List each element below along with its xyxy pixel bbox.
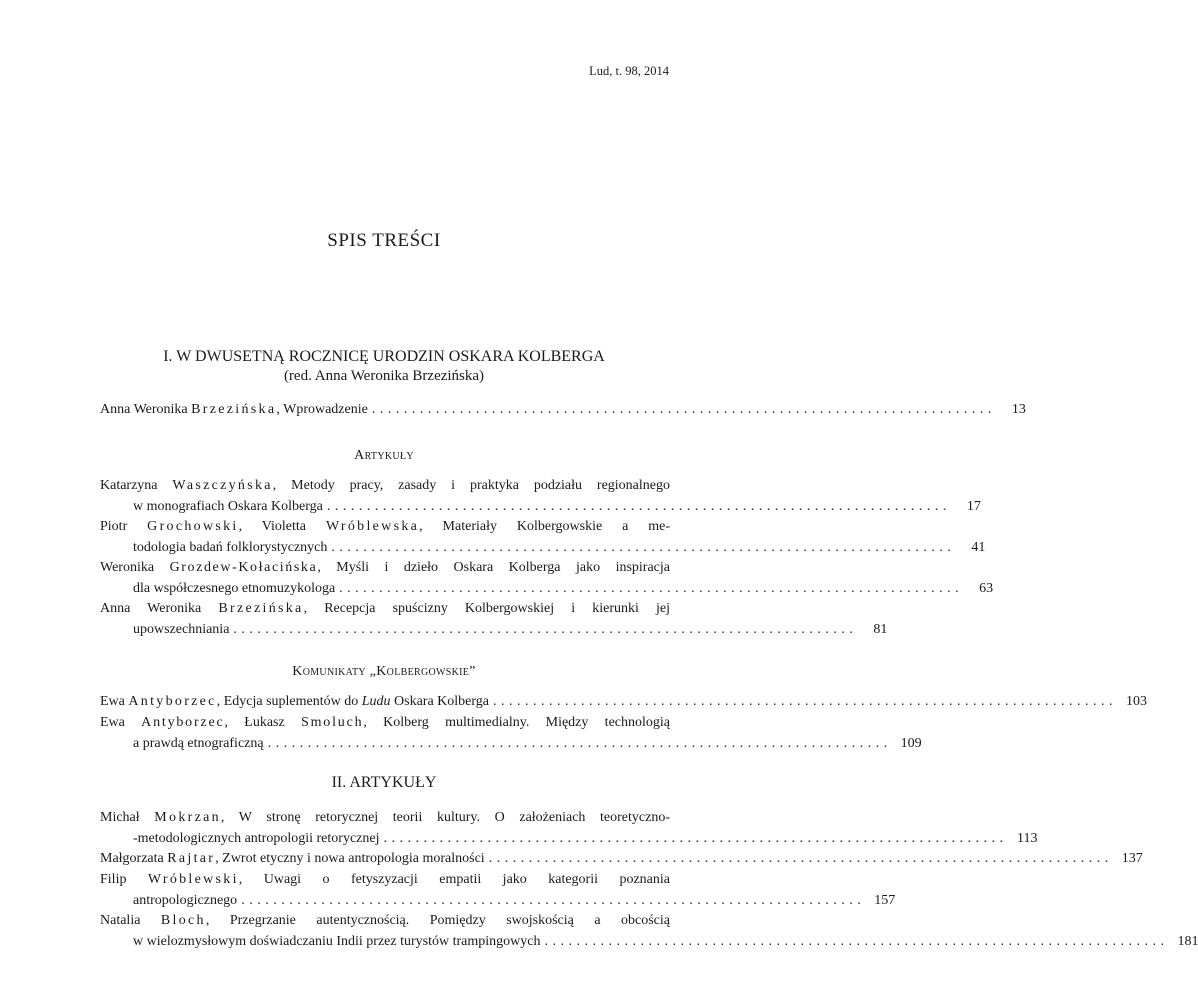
- dot-leader: ..............................................................................: [339, 580, 964, 596]
- page-number: 81: [873, 621, 888, 637]
- dot-leader: ..............................................................................: [233, 621, 858, 637]
- toc-entry[interactable]: Filip Wróblewski, Uwagi o fetyszyzacji empatii jako kategorii poznania antropologicznego .............................................................................. 157: [100, 870, 670, 911]
- dot-leader: ..............................................................................: [383, 830, 1008, 846]
- page-number: 13: [1011, 402, 1026, 417]
- page-number: 181: [1177, 933, 1198, 949]
- toc-entry[interactable]: Michał Mokrzan, W stronę retorycznej teorii kultury. O założeniach teoretyczno- -metodologicznych antropologii retorycznej .............................................................................. 113: [100, 808, 670, 849]
- page-number: 103: [1126, 694, 1148, 709]
- toc-entry[interactable]: Ewa Antyborzec, Edycja suplementów do Ludu Oskara Kolberga .............................................................................. 103: [100, 692, 670, 713]
- page-number: 137: [1121, 851, 1143, 866]
- dot-leader: ..............................................................................: [544, 933, 1169, 949]
- page-number: 41: [971, 539, 986, 555]
- running-head: Lud, t. 98, 2014: [589, 64, 669, 78]
- dot-leader: ..............................................................................: [331, 539, 956, 555]
- page-number: 17: [966, 498, 981, 514]
- dot-leader: ..............................................................................: [267, 735, 892, 751]
- dot-leader: ..............................................................................: [488, 851, 1113, 866]
- toc-entry[interactable]: Ewa Antyborzec, Łukasz Smoluch, Kolberg multimedialny. Między technologią a prawdą etnograficzną .............................................................................. 109: [100, 713, 670, 754]
- dot-leader: ..............................................................................: [371, 402, 996, 417]
- page-title: SPIS TREŚCI: [327, 230, 441, 251]
- toc-entry[interactable]: Weronika Grozdew-Kołacińska, Myśli i dzieło Oskara Kolberga jako inspiracja dla współczesnego etnomuzykologa .............................................................................. 63: [100, 558, 670, 599]
- part1-editor: (red. Anna Weronika Brzezińska): [283, 368, 485, 384]
- section-heading-komunikaty: Komunikaty „Kolbergowskie”: [292, 664, 476, 679]
- part2-title: II. ARTYKUŁY: [331, 774, 437, 791]
- toc-entry[interactable]: Katarzyna Waszczyńska, Metody pracy, zasady i praktyka podziału regionalnego w monografiach Oskara Kolberga .............................................................................. 17: [100, 476, 670, 517]
- page-number: 63: [979, 580, 994, 596]
- dot-leader: ..............................................................................: [326, 498, 951, 514]
- toc-entry[interactable]: Anna Weronika Brzezińska, Recepcja spuścizny Kolbergowskiej i kierunki jej upowszechniania .............................................................................. 81: [100, 599, 670, 640]
- toc-entry[interactable]: Natalia Bloch, Przegrzanie autentycznością. Pomiędzy swojskością a obcością w wielozmysłowym doświadczaniu Indii przez turystów trampingowych .............................................................................. 181: [100, 911, 670, 952]
- toc-entry-intro[interactable]: [100, 400, 1026, 421]
- part1-title: I. W DWUSETNĄ ROCZNICĘ URODZIN OSKARA KOLBERGA: [163, 348, 605, 365]
- entry-text: Anna Weronika Brzezińska, Wprowadzenie: [100, 402, 368, 417]
- toc-entry[interactable]: Piotr Grochowski, Violetta Wróblewska, Materiały Kolbergowskie a me- todologia badań folklorystycznych .............................................................................. 41: [100, 517, 670, 558]
- page-number: 113: [1017, 830, 1038, 846]
- page-number: 109: [900, 735, 922, 751]
- toc-entry[interactable]: Małgorzata Rajtar, Zwrot etyczny i nowa antropologia moralności .............................................................................. 137: [100, 849, 670, 870]
- section-heading-artykuly: Artykuły: [354, 448, 414, 463]
- dot-leader: ..............................................................................: [493, 694, 1118, 709]
- page-number: 157: [874, 892, 896, 908]
- dot-leader: ..............................................................................: [241, 892, 866, 908]
